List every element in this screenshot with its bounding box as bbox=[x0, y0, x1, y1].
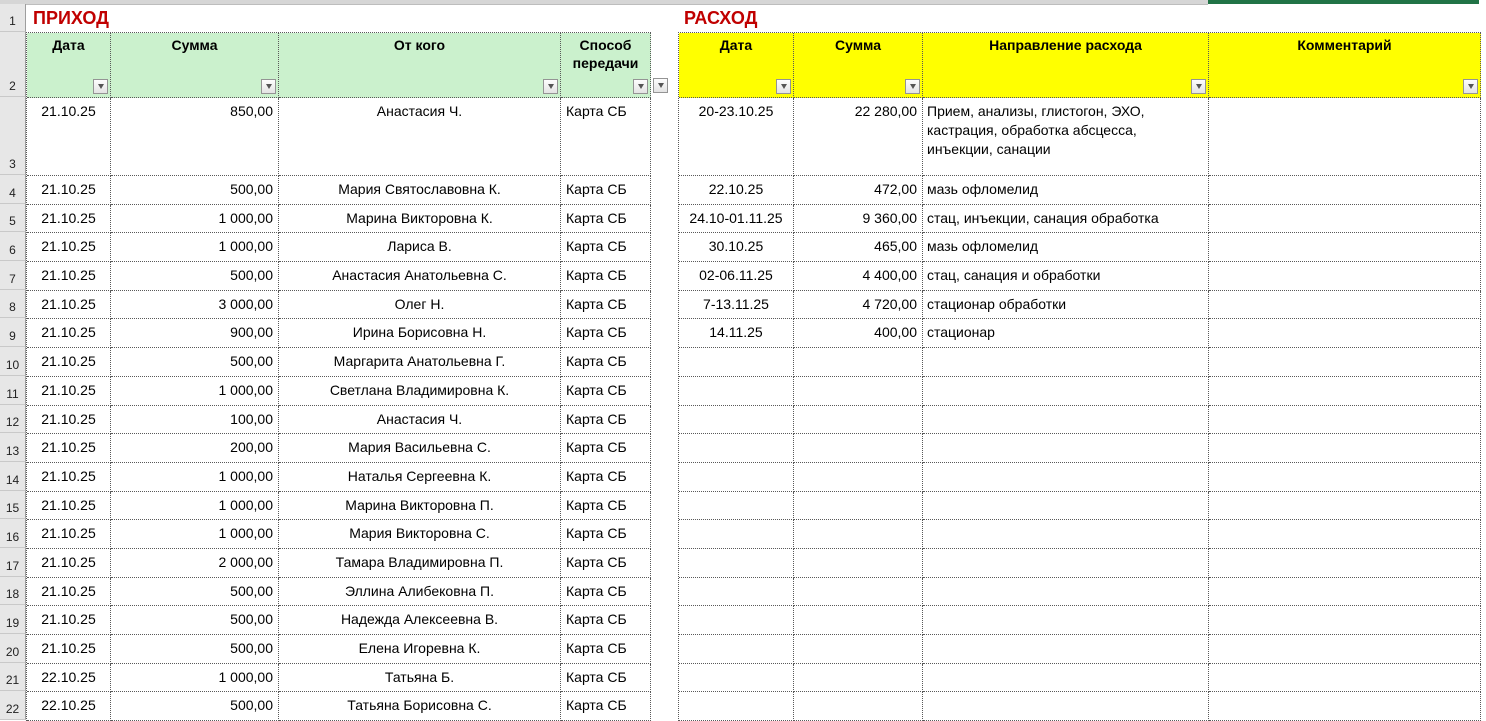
income-cell-sum[interactable]: 500,00 bbox=[111, 606, 279, 635]
income-cell-from[interactable]: Марина Викторовна К. bbox=[279, 205, 561, 234]
row-number[interactable]: 21 bbox=[0, 663, 26, 692]
filter-button[interactable] bbox=[905, 79, 920, 94]
income-cell-sum[interactable]: 1 000,00 bbox=[111, 520, 279, 549]
income-table-row bbox=[27, 578, 651, 607]
income-cell-method[interactable]: Карта СБ bbox=[561, 520, 651, 549]
income-cell-from[interactable]: Анастасия Ч. bbox=[279, 406, 561, 435]
income-cell-method[interactable]: Карта СБ bbox=[561, 233, 651, 262]
row-header-gutter bbox=[0, 4, 26, 720]
income-header-date[interactable] bbox=[27, 33, 111, 98]
expense-cell-date[interactable] bbox=[679, 635, 794, 664]
filter-dropdown-icon bbox=[1468, 84, 1474, 89]
income-table-row bbox=[27, 291, 651, 320]
income-table-row bbox=[27, 520, 651, 549]
expense-cell-comment[interactable] bbox=[1209, 635, 1481, 664]
income-cell-sum[interactable]: 500,00 bbox=[111, 578, 279, 607]
income-cell-date[interactable]: 21.10.25 bbox=[27, 348, 111, 377]
income-cell-method[interactable]: Карта СБ bbox=[561, 348, 651, 377]
income-cell-date[interactable]: 21.10.25 bbox=[27, 205, 111, 234]
expense-cell-purpose[interactable]: стац, инъекции, санация обработка bbox=[923, 205, 1209, 234]
income-cell-method[interactable]: Карта СБ bbox=[561, 205, 651, 234]
income-cell-from[interactable]: Лариса В. bbox=[279, 233, 561, 262]
expense-cell-comment[interactable] bbox=[1209, 176, 1481, 205]
expense-table-row bbox=[679, 406, 1481, 435]
expense-table bbox=[678, 32, 1481, 721]
income-table-row bbox=[27, 664, 651, 693]
expense-header-purpose-label: Направление расхода bbox=[989, 37, 1142, 53]
income-cell-from[interactable]: Надежда Алексеевна В. bbox=[279, 606, 561, 635]
expense-header-sum-label: Сумма bbox=[834, 37, 882, 53]
row-number[interactable]: 10 bbox=[0, 347, 26, 376]
income-cell-from[interactable]: Анастасия Ч. bbox=[279, 98, 561, 176]
expense-cell-purpose[interactable]: мазь офломелид bbox=[923, 233, 1209, 262]
row-number[interactable]: 8 bbox=[0, 290, 26, 319]
income-cell-method[interactable]: Карта СБ bbox=[561, 98, 651, 176]
expense-cell-comment[interactable] bbox=[1209, 664, 1481, 693]
income-cell-date[interactable]: 21.10.25 bbox=[27, 262, 111, 291]
income-cell-method[interactable]: Карта СБ bbox=[561, 664, 651, 693]
expense-cell-comment[interactable] bbox=[1209, 549, 1481, 578]
income-cell-date[interactable]: 21.10.25 bbox=[27, 233, 111, 262]
income-cell-sum[interactable]: 3 000,00 bbox=[111, 291, 279, 320]
income-table-row bbox=[27, 262, 651, 291]
expense-cell-purpose[interactable] bbox=[923, 549, 1209, 578]
income-cell-method[interactable]: Карта СБ bbox=[561, 291, 651, 320]
expense-cell-sum[interactable] bbox=[794, 692, 923, 721]
row-number[interactable]: 2 bbox=[0, 32, 26, 97]
income-cell-method[interactable]: Карта СБ bbox=[561, 492, 651, 521]
income-cell-date[interactable]: 21.10.25 bbox=[27, 98, 111, 176]
row-number[interactable]: 14 bbox=[0, 462, 26, 491]
expense-table-row bbox=[679, 606, 1481, 635]
income-cell-sum[interactable]: 500,00 bbox=[111, 176, 279, 205]
expense-cell-sum[interactable]: 9 360,00 bbox=[794, 205, 923, 234]
expense-cell-purpose[interactable]: стац, санация и обработки bbox=[923, 262, 1209, 291]
filter-button[interactable] bbox=[1463, 79, 1478, 94]
income-header-row bbox=[27, 33, 651, 98]
expense-cell-sum[interactable]: 22 280,00 bbox=[794, 98, 923, 176]
income-cell-method[interactable]: Карта СБ bbox=[561, 692, 651, 721]
income-table-row bbox=[27, 233, 651, 262]
expense-cell-date[interactable] bbox=[679, 348, 794, 377]
income-cell-method[interactable]: Карта СБ bbox=[561, 606, 651, 635]
expense-cell-comment[interactable] bbox=[1209, 291, 1481, 320]
filter-dropdown-icon bbox=[548, 84, 554, 89]
income-table bbox=[26, 32, 651, 721]
expense-cell-comment[interactable] bbox=[1209, 606, 1481, 635]
expense-header-comment-label: Комментарий bbox=[1297, 37, 1392, 53]
income-cell-method[interactable]: Карта СБ bbox=[561, 549, 651, 578]
expense-cell-comment[interactable] bbox=[1209, 578, 1481, 607]
income-cell-sum[interactable]: 1 000,00 bbox=[111, 233, 279, 262]
income-cell-from[interactable]: Мария Святославовна К. bbox=[279, 176, 561, 205]
filter-button[interactable] bbox=[1191, 79, 1206, 94]
filter-dropdown-icon bbox=[266, 84, 272, 89]
filter-dropdown-icon bbox=[1196, 84, 1202, 89]
income-header-date-label: Дата bbox=[52, 37, 85, 53]
income-cell-from[interactable]: Тамара Владимировна П. bbox=[279, 549, 561, 578]
expense-cell-sum[interactable]: 472,00 bbox=[794, 176, 923, 205]
income-cell-sum[interactable]: 850,00 bbox=[111, 98, 279, 176]
expense-cell-comment[interactable] bbox=[1209, 233, 1481, 262]
filter-dropdown-icon bbox=[781, 84, 787, 89]
income-table-row bbox=[27, 434, 651, 463]
expense-cell-comment[interactable] bbox=[1209, 348, 1481, 377]
income-header-from[interactable] bbox=[279, 33, 561, 98]
expense-cell-purpose[interactable] bbox=[923, 635, 1209, 664]
income-cell-date[interactable]: 21.10.25 bbox=[27, 578, 111, 607]
expense-cell-sum[interactable] bbox=[794, 406, 923, 435]
expense-table-row bbox=[679, 233, 1481, 262]
income-cell-from[interactable]: Эллина Алибековна П. bbox=[279, 578, 561, 607]
expense-table-row bbox=[679, 492, 1481, 521]
income-cell-from[interactable]: Мария Викторовна С. bbox=[279, 520, 561, 549]
expense-cell-sum[interactable] bbox=[794, 377, 923, 406]
selected-column-indicator bbox=[1208, 0, 1479, 4]
income-table-row bbox=[27, 635, 651, 664]
filter-dropdown-icon bbox=[98, 84, 104, 89]
income-table-row bbox=[27, 406, 651, 435]
expense-cell-purpose[interactable] bbox=[923, 606, 1209, 635]
income-cell-from[interactable]: Наталья Сергеевна К. bbox=[279, 463, 561, 492]
expense-table-row bbox=[679, 291, 1481, 320]
expense-cell-comment[interactable] bbox=[1209, 377, 1481, 406]
income-cell-date[interactable]: 21.10.25 bbox=[27, 434, 111, 463]
expense-header-date[interactable] bbox=[679, 33, 794, 98]
expense-table-row bbox=[679, 262, 1481, 291]
expense-cell-purpose[interactable] bbox=[923, 578, 1209, 607]
income-cell-date[interactable]: 21.10.25 bbox=[27, 492, 111, 521]
income-cell-from[interactable]: Анастасия Анатольевна С. bbox=[279, 262, 561, 291]
expense-cell-comment[interactable] bbox=[1209, 520, 1481, 549]
expense-cell-purpose[interactable] bbox=[923, 377, 1209, 406]
expense-cell-date[interactable]: 02-06.11.25 bbox=[679, 262, 794, 291]
income-cell-date[interactable]: 22.10.25 bbox=[27, 692, 111, 721]
income-cell-date[interactable]: 21.10.25 bbox=[27, 406, 111, 435]
income-cell-date[interactable]: 21.10.25 bbox=[27, 319, 111, 348]
income-cell-from[interactable]: Ирина Борисовна Н. bbox=[279, 319, 561, 348]
income-cell-method[interactable]: Карта СБ bbox=[561, 176, 651, 205]
expense-cell-comment[interactable] bbox=[1209, 692, 1481, 721]
expense-cell-date[interactable]: 30.10.25 bbox=[679, 233, 794, 262]
row-number[interactable]: 17 bbox=[0, 548, 26, 577]
filter-button[interactable] bbox=[261, 79, 276, 94]
expense-cell-date[interactable] bbox=[679, 520, 794, 549]
expense-cell-sum[interactable] bbox=[794, 463, 923, 492]
income-cell-sum[interactable]: 900,00 bbox=[111, 319, 279, 348]
expense-cell-date[interactable] bbox=[679, 692, 794, 721]
expense-cell-date[interactable]: 24.10-01.11.25 bbox=[679, 205, 794, 234]
expense-cell-sum[interactable] bbox=[794, 578, 923, 607]
income-header-method-label: Способ передачи bbox=[572, 37, 639, 71]
expense-cell-date[interactable]: 14.11.25 bbox=[679, 319, 794, 348]
expense-cell-sum[interactable]: 465,00 bbox=[794, 233, 923, 262]
expense-cell-purpose[interactable]: мазь офломелид bbox=[923, 176, 1209, 205]
income-cell-sum[interactable]: 500,00 bbox=[111, 635, 279, 664]
income-table-row bbox=[27, 606, 651, 635]
income-cell-sum[interactable]: 1 000,00 bbox=[111, 205, 279, 234]
expense-cell-purpose[interactable]: стационар обработки bbox=[923, 291, 1209, 320]
expense-cell-sum[interactable] bbox=[794, 549, 923, 578]
expense-table-row bbox=[679, 434, 1481, 463]
expense-cell-sum[interactable]: 4 720,00 bbox=[794, 291, 923, 320]
income-cell-sum[interactable]: 500,00 bbox=[111, 262, 279, 291]
expense-cell-comment[interactable] bbox=[1209, 434, 1481, 463]
expense-title-cell[interactable]: РАСХОД bbox=[684, 8, 758, 28]
expense-cell-purpose[interactable] bbox=[923, 692, 1209, 721]
income-cell-from[interactable]: Олег Н. bbox=[279, 291, 561, 320]
income-cell-date[interactable]: 21.10.25 bbox=[27, 520, 111, 549]
expense-cell-date[interactable] bbox=[679, 406, 794, 435]
expense-table-row bbox=[679, 319, 1481, 348]
expense-cell-sum[interactable] bbox=[794, 520, 923, 549]
income-cell-from[interactable]: Маргарита Анатольевна Г. bbox=[279, 348, 561, 377]
income-cell-sum[interactable]: 2 000,00 bbox=[111, 549, 279, 578]
row-number[interactable]: 7 bbox=[0, 261, 26, 290]
expense-cell-date[interactable]: 22.10.25 bbox=[679, 176, 794, 205]
income-table-row bbox=[27, 692, 651, 721]
expense-table-row bbox=[679, 98, 1481, 176]
filter-button[interactable] bbox=[653, 78, 668, 93]
income-cell-date[interactable]: 21.10.25 bbox=[27, 176, 111, 205]
income-cell-from[interactable]: Светлана Владимировна К. bbox=[279, 377, 561, 406]
expense-table-row bbox=[679, 578, 1481, 607]
expense-cell-date[interactable] bbox=[679, 377, 794, 406]
expense-cell-date[interactable] bbox=[679, 578, 794, 607]
income-header-from-label: От кого bbox=[393, 37, 446, 53]
expense-cell-comment[interactable] bbox=[1209, 492, 1481, 521]
filter-button[interactable] bbox=[93, 79, 108, 94]
filter-button[interactable] bbox=[633, 79, 648, 94]
expense-cell-purpose[interactable] bbox=[923, 434, 1209, 463]
income-cell-sum[interactable]: 1 000,00 bbox=[111, 377, 279, 406]
expense-cell-sum[interactable]: 400,00 bbox=[794, 319, 923, 348]
income-cell-sum[interactable]: 200,00 bbox=[111, 434, 279, 463]
expense-cell-date[interactable] bbox=[679, 434, 794, 463]
row-number[interactable]: 6 bbox=[0, 232, 26, 261]
income-table-row bbox=[27, 492, 651, 521]
expense-header-date-label: Дата bbox=[719, 37, 753, 53]
expense-cell-date[interactable] bbox=[679, 664, 794, 693]
expense-cell-sum[interactable] bbox=[794, 434, 923, 463]
income-table-row bbox=[27, 319, 651, 348]
income-cell-method[interactable]: Карта СБ bbox=[561, 635, 651, 664]
expense-cell-sum[interactable] bbox=[794, 348, 923, 377]
expense-table-row bbox=[679, 463, 1481, 492]
filter-dropdown-icon bbox=[910, 84, 916, 89]
income-table-row bbox=[27, 98, 651, 176]
expense-table-row bbox=[679, 520, 1481, 549]
column-header-strip bbox=[0, 0, 1208, 5]
expense-cell-purpose[interactable]: Прием, анализы, глистогон, ЭХО, кастрация, обработка абсцесса, инъекции, санации bbox=[923, 98, 1209, 176]
row-number[interactable]: 13 bbox=[0, 433, 26, 462]
expense-table-row bbox=[679, 692, 1481, 721]
row-number[interactable]: 1 bbox=[0, 4, 26, 32]
income-table-row bbox=[27, 377, 651, 406]
expense-cell-sum[interactable] bbox=[794, 635, 923, 664]
expense-cell-date[interactable] bbox=[679, 492, 794, 521]
income-cell-from[interactable]: Татьяна Борисовна С. bbox=[279, 692, 561, 721]
expense-cell-comment[interactable] bbox=[1209, 406, 1481, 435]
income-cell-sum[interactable]: 1 000,00 bbox=[111, 463, 279, 492]
expense-cell-sum[interactable] bbox=[794, 492, 923, 521]
row-number[interactable]: 20 bbox=[0, 634, 26, 663]
income-table-row bbox=[27, 205, 651, 234]
income-table-row bbox=[27, 176, 651, 205]
income-cell-sum[interactable]: 1 000,00 bbox=[111, 492, 279, 521]
income-cell-date[interactable]: 21.10.25 bbox=[27, 463, 111, 492]
income-table-row bbox=[27, 549, 651, 578]
income-cell-method[interactable]: Карта СБ bbox=[561, 406, 651, 435]
income-header-method[interactable] bbox=[561, 33, 651, 98]
expense-table-row bbox=[679, 664, 1481, 693]
income-title-cell[interactable]: ПРИХОД bbox=[33, 8, 110, 28]
expense-cell-comment[interactable] bbox=[1209, 205, 1481, 234]
income-cell-method[interactable]: Карта СБ bbox=[561, 319, 651, 348]
income-cell-date[interactable]: 22.10.25 bbox=[27, 664, 111, 693]
expense-cell-purpose[interactable] bbox=[923, 664, 1209, 693]
income-cell-date[interactable]: 21.10.25 bbox=[27, 606, 111, 635]
filter-button[interactable] bbox=[543, 79, 558, 94]
income-cell-sum[interactable]: 1 000,00 bbox=[111, 664, 279, 693]
expense-cell-sum[interactable] bbox=[794, 664, 923, 693]
expense-cell-date[interactable]: 7-13.11.25 bbox=[679, 291, 794, 320]
income-cell-from[interactable]: Елена Игоревна К. bbox=[279, 635, 561, 664]
income-cell-method[interactable]: Карта СБ bbox=[561, 262, 651, 291]
expense-table-row bbox=[679, 549, 1481, 578]
expense-cell-comment[interactable] bbox=[1209, 98, 1481, 176]
expense-header-purpose[interactable] bbox=[923, 33, 1209, 98]
expense-cell-purpose[interactable] bbox=[923, 492, 1209, 521]
row-number[interactable]: 12 bbox=[0, 405, 26, 434]
row-number[interactable]: 5 bbox=[0, 204, 26, 233]
row-number[interactable]: 4 bbox=[0, 175, 26, 204]
income-cell-from[interactable]: Марина Викторовна П. bbox=[279, 492, 561, 521]
income-cell-sum[interactable]: 500,00 bbox=[111, 348, 279, 377]
income-cell-method[interactable]: Карта СБ bbox=[561, 377, 651, 406]
row-number[interactable]: 3 bbox=[0, 97, 26, 175]
expense-header-comment[interactable] bbox=[1209, 33, 1481, 98]
income-cell-method[interactable]: Карта СБ bbox=[561, 463, 651, 492]
expense-table-row bbox=[679, 176, 1481, 205]
income-header-sum[interactable] bbox=[111, 33, 279, 98]
expense-header-sum[interactable] bbox=[794, 33, 923, 98]
expense-cell-comment[interactable] bbox=[1209, 262, 1481, 291]
expense-table-row bbox=[679, 377, 1481, 406]
expense-table-row bbox=[679, 348, 1481, 377]
filter-button[interactable] bbox=[776, 79, 791, 94]
income-cell-date[interactable]: 21.10.25 bbox=[27, 635, 111, 664]
expense-cell-date[interactable] bbox=[679, 606, 794, 635]
income-cell-from[interactable]: Мария Васильевна С. bbox=[279, 434, 561, 463]
expense-cell-purpose[interactable]: стационар bbox=[923, 319, 1209, 348]
expense-cell-purpose[interactable] bbox=[923, 406, 1209, 435]
income-table-row bbox=[27, 348, 651, 377]
expense-cell-sum[interactable] bbox=[794, 606, 923, 635]
expense-cell-date[interactable] bbox=[679, 549, 794, 578]
row-number[interactable]: 19 bbox=[0, 605, 26, 634]
expense-cell-sum[interactable]: 4 400,00 bbox=[794, 262, 923, 291]
row-number[interactable]: 11 bbox=[0, 376, 26, 405]
income-cell-sum[interactable]: 500,00 bbox=[111, 692, 279, 721]
income-header-sum-label: Сумма bbox=[171, 37, 218, 53]
expense-cell-date[interactable] bbox=[679, 463, 794, 492]
row-number[interactable]: 18 bbox=[0, 577, 26, 606]
income-cell-method[interactable]: Карта СБ bbox=[561, 434, 651, 463]
filter-dropdown-icon bbox=[638, 84, 644, 89]
expense-table-row bbox=[679, 635, 1481, 664]
expense-cell-comment[interactable] bbox=[1209, 319, 1481, 348]
income-cell-sum[interactable]: 100,00 bbox=[111, 406, 279, 435]
expense-cell-comment[interactable] bbox=[1209, 463, 1481, 492]
filter-dropdown-icon bbox=[658, 83, 664, 88]
expense-cell-date[interactable]: 20-23.10.25 bbox=[679, 98, 794, 176]
row-number[interactable]: 22 bbox=[0, 691, 26, 720]
income-cell-date[interactable]: 21.10.25 bbox=[27, 549, 111, 578]
row-number[interactable]: 16 bbox=[0, 519, 26, 548]
income-cell-from[interactable]: Татьяна Б. bbox=[279, 664, 561, 693]
income-cell-method[interactable]: Карта СБ bbox=[561, 578, 651, 607]
expense-cell-purpose[interactable] bbox=[923, 348, 1209, 377]
income-cell-date[interactable]: 21.10.25 bbox=[27, 291, 111, 320]
income-table-row bbox=[27, 463, 651, 492]
expense-header-row bbox=[679, 33, 1481, 98]
income-cell-date[interactable]: 21.10.25 bbox=[27, 377, 111, 406]
row-number[interactable]: 9 bbox=[0, 318, 26, 347]
expense-cell-purpose[interactable] bbox=[923, 463, 1209, 492]
expense-cell-purpose[interactable] bbox=[923, 520, 1209, 549]
row-number[interactable]: 15 bbox=[0, 491, 26, 520]
expense-table-row bbox=[679, 205, 1481, 234]
